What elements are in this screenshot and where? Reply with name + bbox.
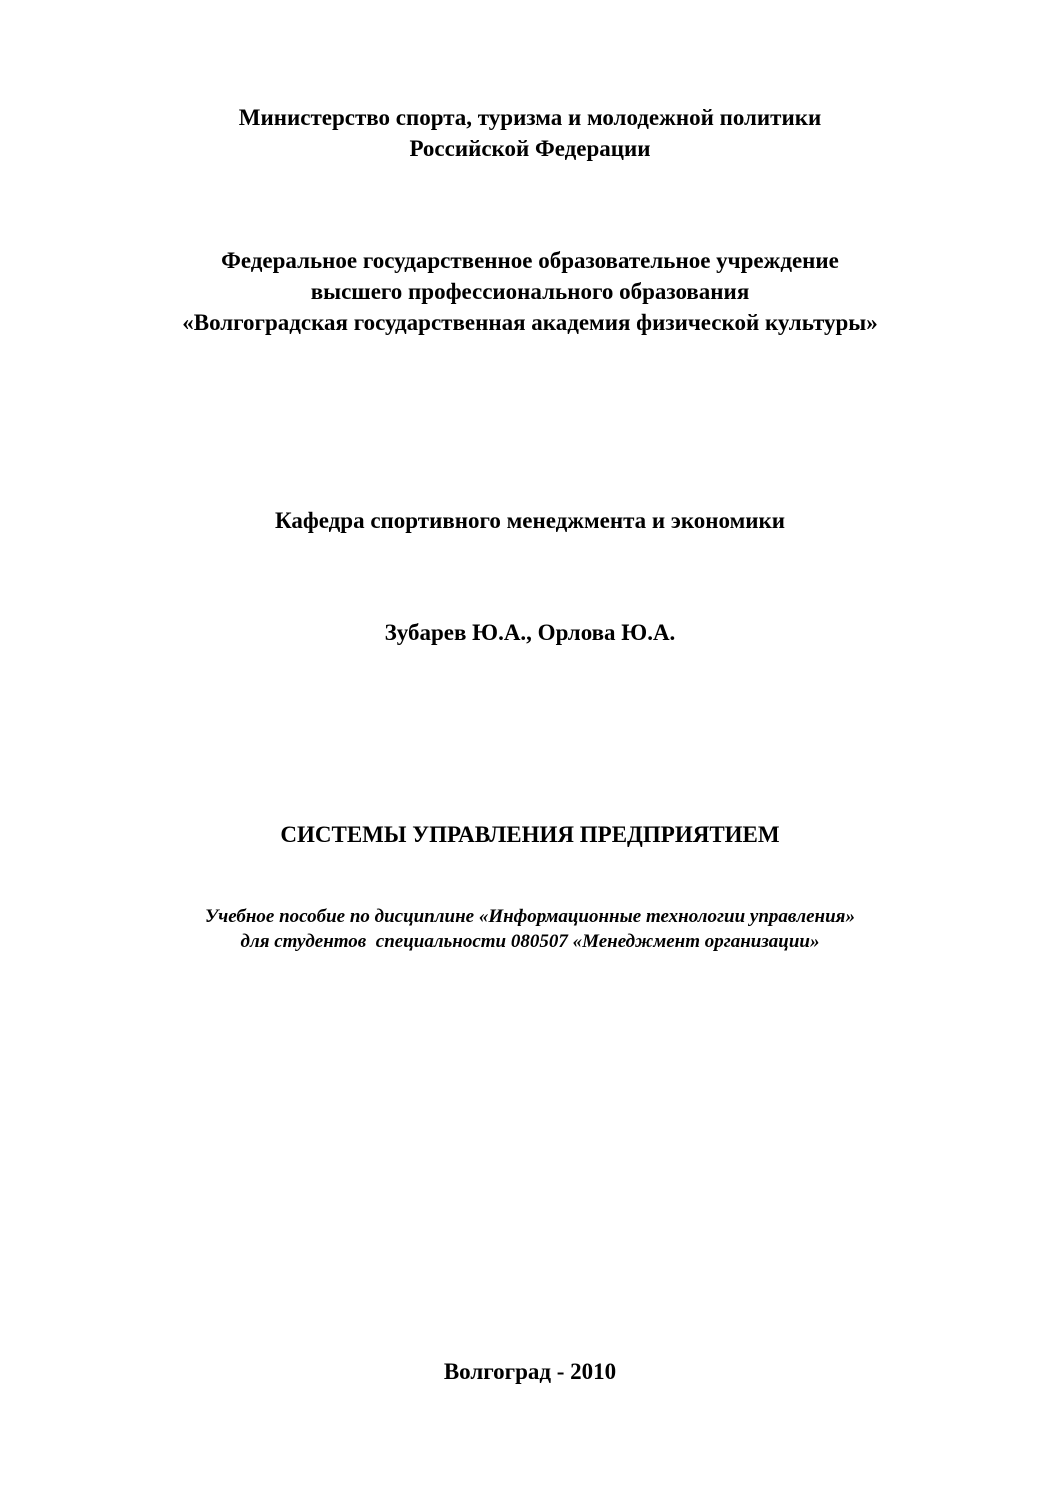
institution-line-2: высшего профессионального образования — [310, 279, 750, 304]
authors — [0, 617, 1060, 648]
city-year-text: Волгоград - 2010 — [443, 1359, 617, 1384]
city-year — [0, 1356, 1060, 1387]
title-text: СИСТЕМЫ УПРАВЛЕНИЯ ПРЕДПРИЯТИЕМ — [280, 822, 780, 847]
institution-line-1: Федеральное государственное образовательное учреждение — [221, 248, 839, 273]
department-text: Кафедра спортивного менеджмента и экономики — [274, 508, 786, 533]
subtitle-line-2: для студентов специальности 080507 «Менеджмент организации» — [240, 931, 820, 952]
institution-header — [0, 245, 1060, 338]
subtitle-line-1: Учебное пособие по дисциплине «Информационные технологии управления» — [205, 906, 855, 927]
ministry-header — [0, 102, 1060, 164]
institution-line-3: «Волгоградская государственная академия физической культуры» — [182, 310, 878, 335]
ministry-line-1: Министерство спорта, туризма и молодежной политики — [238, 105, 822, 130]
department-name — [0, 505, 1060, 536]
ministry-line-2: Российской Федерации — [409, 136, 651, 161]
authors-text: Зубарев Ю.А., Орлова Ю.А. — [384, 620, 676, 645]
document-title — [0, 819, 1060, 850]
document-subtitle — [0, 904, 1060, 954]
